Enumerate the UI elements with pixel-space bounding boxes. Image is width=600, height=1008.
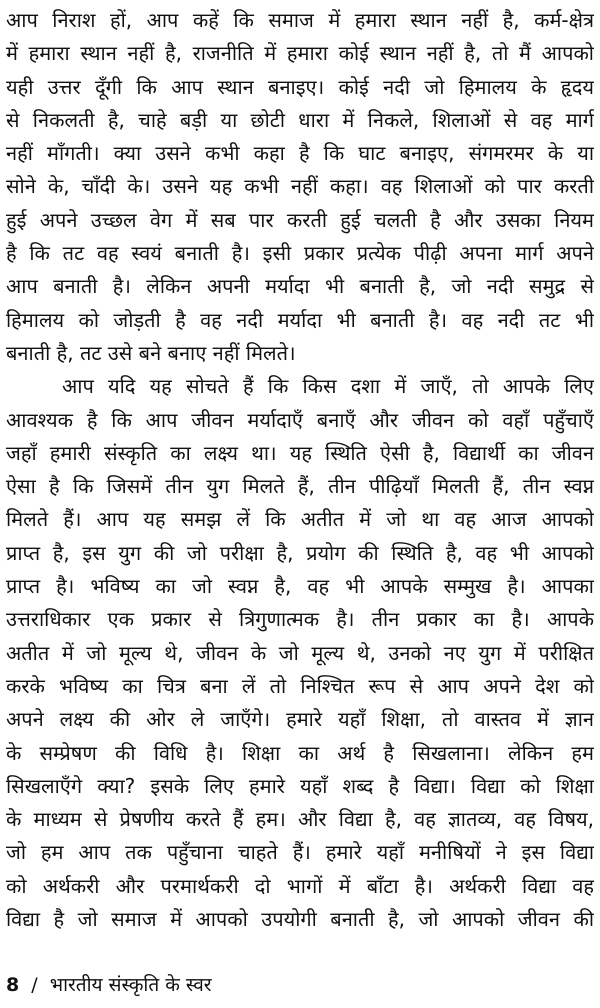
- text-line: करके भविष्य का चित्र बना लें तो निश्चित रूप से आप अपने देश को: [6, 673, 594, 698]
- text-line: बनाती है, तट उसे बने बनाए नहीं मिलते।: [6, 340, 296, 365]
- text-line: अतीत में जो मूल्य थे, जीवन के जो मूल्य थे, उनको नए युग में परीक्षित: [6, 640, 594, 665]
- text-line: यही उत्तर दूँगी कि आप स्थान बनाइए। कोई नदी जो हिमालय के हृदय: [6, 74, 594, 99]
- page-number: 8: [6, 974, 20, 996]
- body-text: [6, 4, 594, 936]
- text-line: सोने के, चाँदी के। उसने यह कभी नहीं कहा। वह शिलाओं को पार करती: [6, 174, 594, 199]
- text-line: से निकलती है, चाहे बड़ी या छोटी धारा में निकले, शिलाओं से वह मार्ग: [6, 107, 594, 132]
- paragraph: [6, 4, 594, 370]
- footer-separator: /: [31, 974, 38, 996]
- book-page: [6, 0, 594, 1008]
- text-line: प्राप्त है, इस युग की जो परीक्षा है, प्रयोग की स्थिति है, वह भी आपको: [6, 540, 594, 565]
- text-line: आप निराश हों, आप कहें कि समाज में हमारा स्थान नहीं है, कर्म-क्षेत्र: [6, 8, 594, 32]
- text-line: हुई अपने उच्छल वेग में सब पार करती हुई चलती है और उसका नियम: [6, 207, 594, 232]
- text-line: प्राप्त है। भविष्य का जो स्वप्न है, वह भी आपके सम्मुख है। आपका: [6, 574, 594, 599]
- text-line: आवश्यक है कि आप जीवन मर्यादाएँ बनाएँ और जीवन को वहाँ पहुँचाएँ: [6, 407, 594, 432]
- text-line: विद्या है जो समाज में आपको उपयोगी बनाती है, जो आपको जीवन की: [6, 907, 594, 932]
- text-line: मिलते हैं। आप यह समझ लें कि अतीत में जो था वह आज आपको: [6, 507, 594, 532]
- text-line: सिखलाएँगे क्या? इसके लिए हमारे यहाँ शब्द है विद्या। विद्या को शिक्षा: [6, 773, 594, 798]
- text-line: में हमारा स्थान नहीं है, राजनीति में हमारा कोई स्थान नहीं है, तो मैं आपको: [6, 41, 594, 66]
- page-footer: [6, 968, 212, 1002]
- text-line: ऐसा है कि जिसमें तीन युग मिलते हैं, तीन पीढ़ियाँ मिलती हैं, तीन स्वप्न: [6, 474, 594, 499]
- book-title: भारतीय संस्कृति के स्वर: [49, 974, 212, 996]
- paragraph: [6, 370, 594, 936]
- text-line: जहाँ हमारी संस्कृति का लक्ष्य था। यह स्थिति ऐसी है, विद्यार्थी का जीवन: [6, 440, 594, 465]
- text-line: जो हम आप तक पहुँचाना चाहते हैं। हमारे यहाँ मनीषियों ने इस विद्या: [6, 840, 594, 865]
- text-line: अपने लक्ष्य की ओर ले जाएँगे। हमारे यहाँ शिक्षा, तो वास्तव में ज्ञान: [6, 707, 594, 732]
- text-line: आप यदि यह सोचते हैं कि किस दशा में जाएँ, तो आपके लिए: [62, 374, 594, 399]
- text-line: है कि तट वह स्वयं बनाती है। इसी प्रकार प्रत्येक पीढ़ी अपना मार्ग अपने: [6, 241, 594, 266]
- text-line: उत्तराधिकार एक प्रकार से त्रिगुणात्मक है। तीन प्रकार का है। आपके: [6, 607, 594, 632]
- text-line: के माध्यम से प्रेषणीय करते हैं हम। और विद्या है, वह ज्ञातव्य, वह विषय,: [6, 807, 594, 832]
- text-line: हिमालय को जोड़ती है वह नदी मर्यादा भी बनाती है। वह नदी तट भी: [6, 307, 594, 332]
- text-line: के सम्प्रेषण की विधि है। शिक्षा का अर्थ है सिखलाना। लेकिन हम: [6, 740, 594, 765]
- text-line: आप बनाती है। लेकिन अपनी मर्यादा भी बनाती है, जो नदी समुद्र से: [6, 274, 594, 299]
- text-line: नहीं माँगती। क्या उसने कभी कहा है कि घाट बनाइए, संगमरमर के या: [6, 141, 594, 166]
- text-line: को अर्थकरी और परमार्थकरी दो भागों में बाँटा है। अर्थकरी विद्या वह: [6, 873, 594, 898]
